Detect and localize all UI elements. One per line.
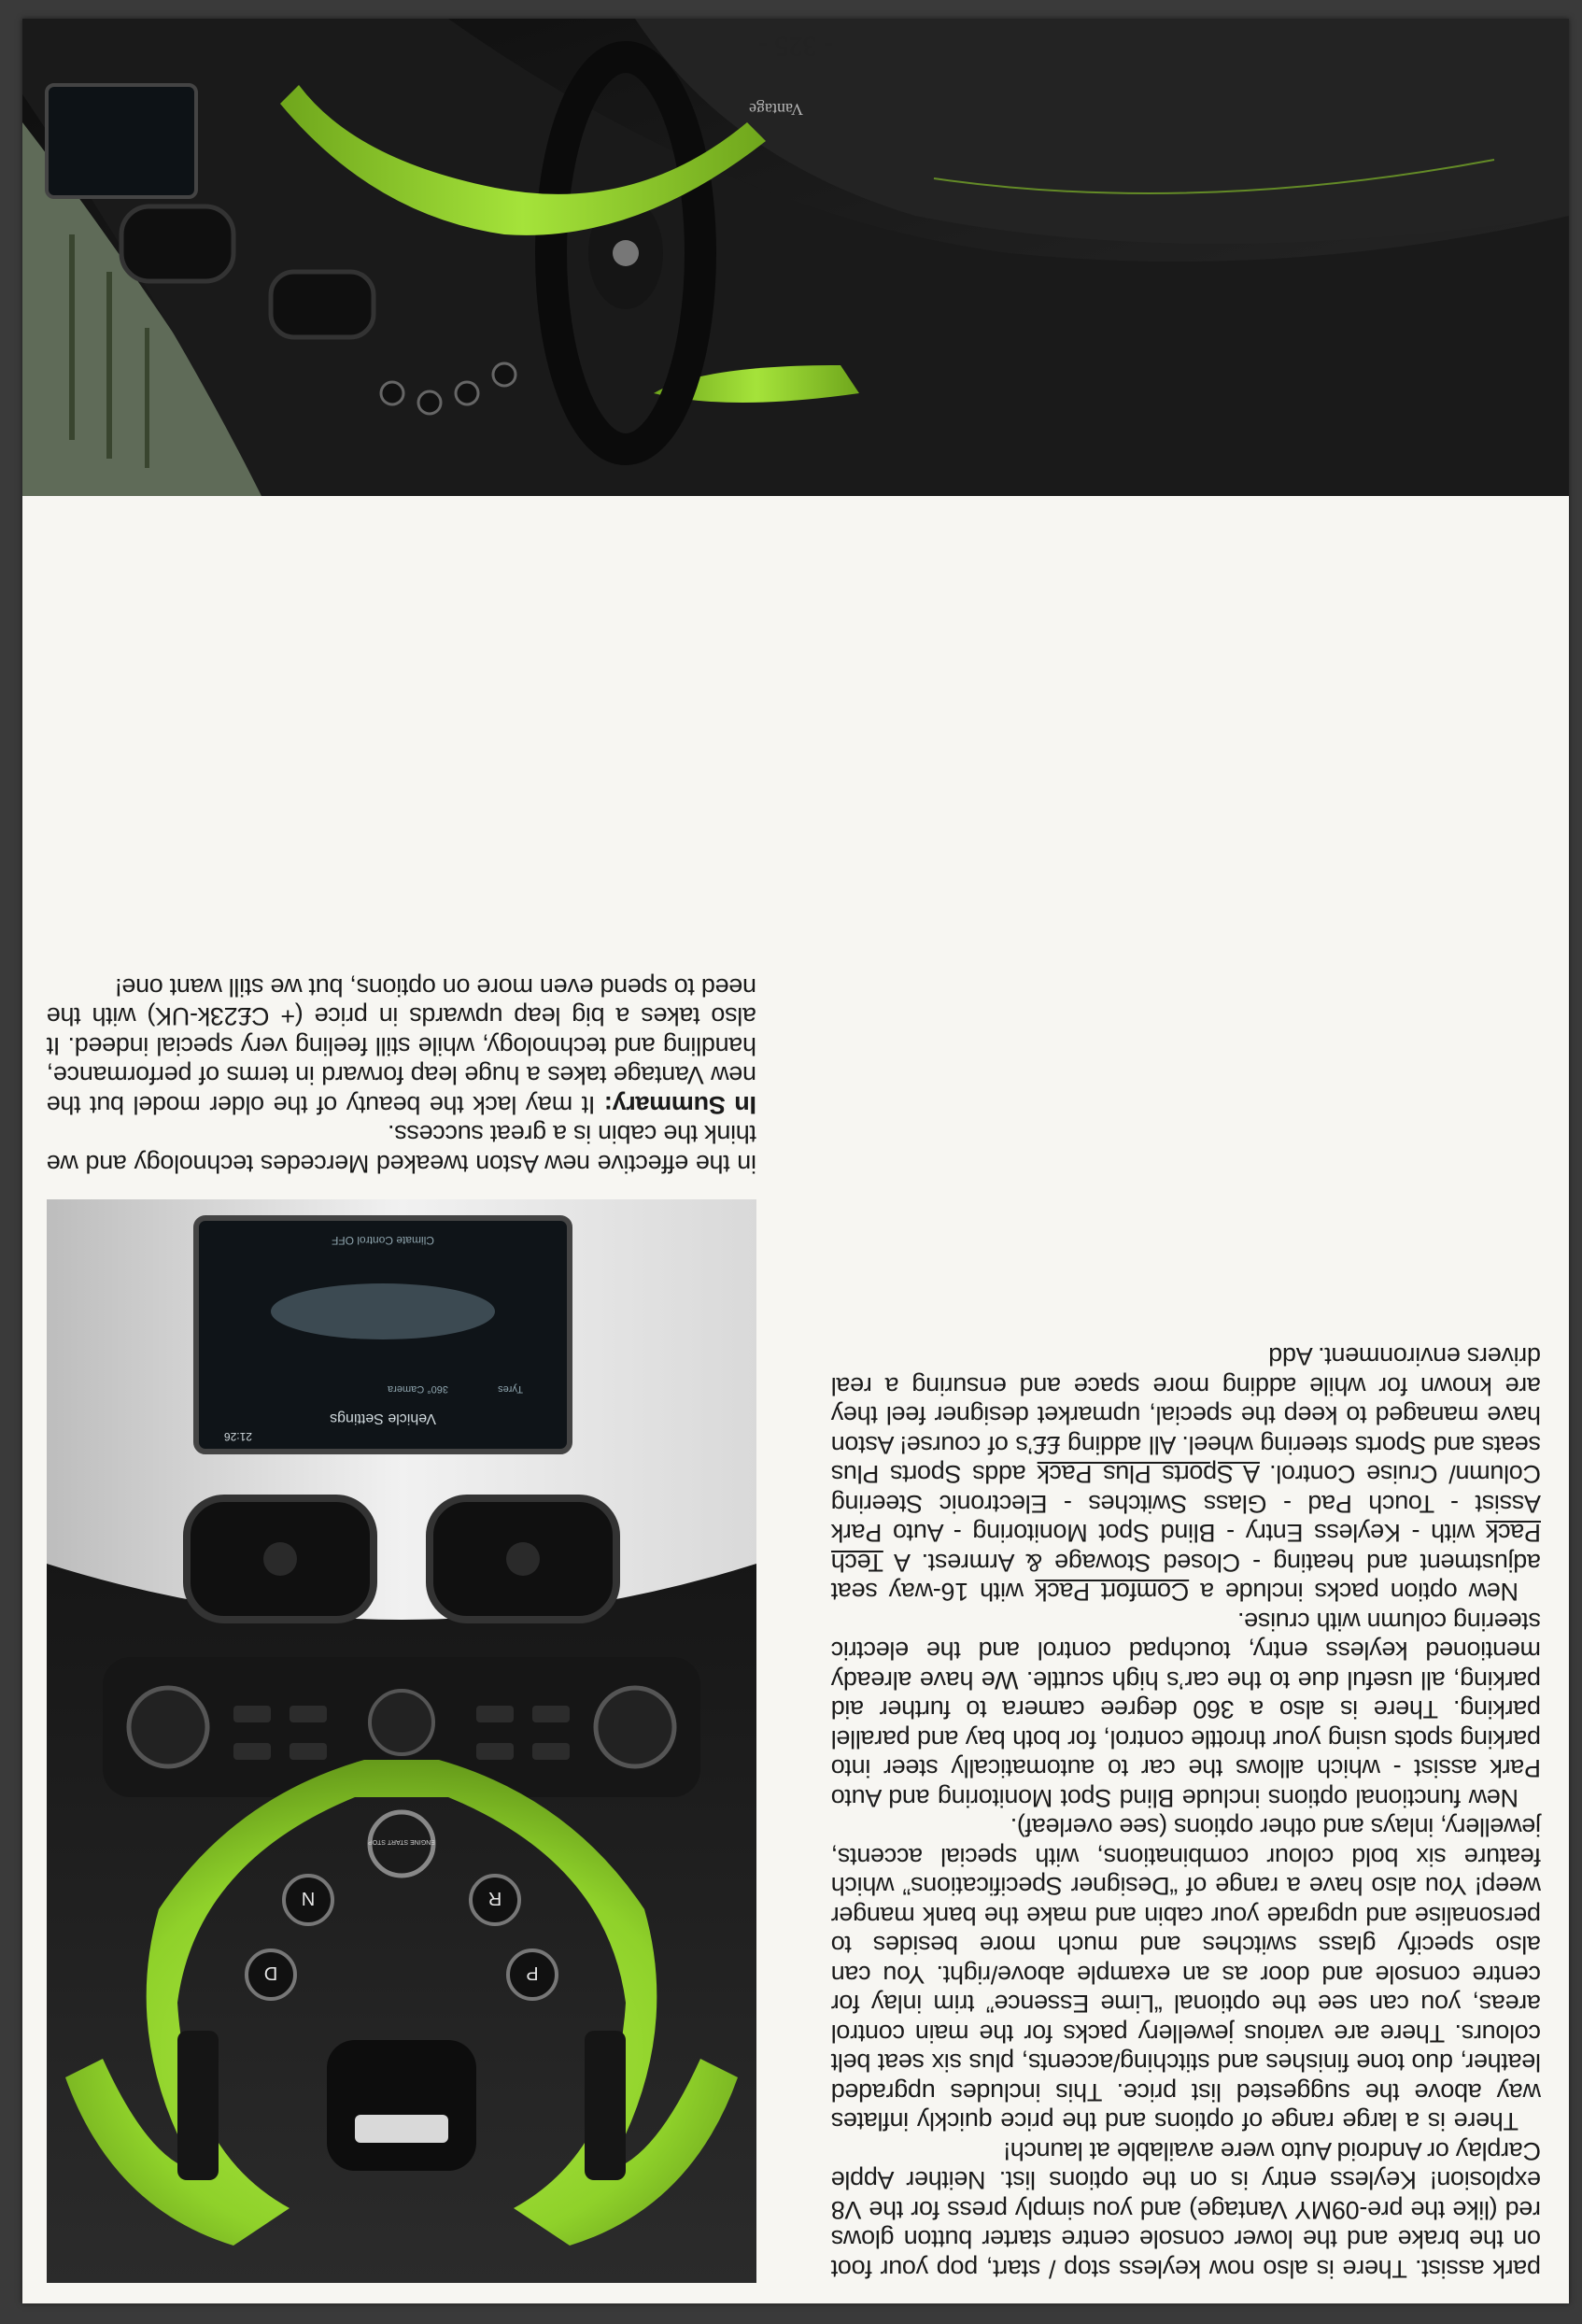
- right-text-column: [47, 972, 756, 1179]
- console-illustration: [47, 1199, 756, 2283]
- text-run: with 16-way seat adjustment and heating - Closed Stowage & Armrest. A: [831, 1549, 1541, 1607]
- magazine-page: [22, 19, 1569, 2303]
- screen-title: Vehicle Settings: [330, 1410, 436, 1426]
- drive-button-label: D: [263, 1963, 278, 1983]
- cabin-photo: [22, 19, 1569, 496]
- cabin-screen: [47, 85, 196, 197]
- console-photo: [47, 1199, 756, 2283]
- park-button-label: P: [526, 1963, 539, 1983]
- engine-start-button-label: ENGINE START STOP: [368, 1838, 435, 1845]
- comfort-pack-label: Comfort Pack: [1035, 1578, 1190, 1607]
- sports-plus-pack-label: A Sports Plus Pack: [1037, 1460, 1260, 1489]
- left-text-column: [831, 1341, 1541, 2283]
- paragraph: New functional options include Blind Spot Monitoring and Auto Park assist - which allows the car to automatically steer into parking spots using your throttle control, for both bay and parallel parking. There is also a 360 degree camera to further aid parking, all useful due to the car’s high scuttle. We have already mentioned keyless entry, touchpad control and the electric steering column with cruise.: [831, 1608, 1541, 1812]
- page-number: - 325 -: [758, 31, 833, 62]
- text-run: It may lack the beauty of the older model but the new Vantage takes a huge leap forward in terms of performance, handling and technology, while still feeling very special indeed. It also takes a big leap upwards in price (+ C£23k-UK) with the need to spend even more on options, but we still want one!: [47, 973, 756, 1119]
- seat-badge: Vantage: [749, 100, 803, 119]
- tech-pack-label: Tech Pack: [831, 1519, 1541, 1577]
- screen-tab: 360° Camera: [388, 1383, 448, 1395]
- text-run: adds Sports Plus seats and Sports steering wheel. All adding ££’s of course! Aston have managed to keep the special, upmarket designer feel they are known for while adding more space and ensuring a real drivers environment. Add: [831, 1342, 1541, 1489]
- text-run: with - Keyless Entry - Blind Spot Monitoring - Auto Park Assist - Touch Pad - Glass Switches - Electronic Steering Column/ Cruise Control.: [831, 1460, 1541, 1548]
- neutral-button-label: N: [301, 1888, 316, 1908]
- paragraph: There is a large range of options and the price quickly inflates way above the suggested list price. This includes upgraded leather, duo tone finishes and stitching/accents, plus six seat belt colours. There are various jewellery packs for the main control areas, you can see the optional “Lime Essence” trim inlay for centre console and door as an example above/right. You can also specify glass switches and much more besides to personalise and upgrade your cabin and make the bank manger weep! You also have a range of “Designer Specifications” which feature six bold colour combinations, with special accents, jewellery, inlays and other options (see overleaf).: [831, 1813, 1541, 2136]
- summary-label: In Summary:: [604, 1091, 756, 1119]
- text-run: New option packs include a: [1189, 1578, 1518, 1607]
- paragraph: park assist. There is also now keyless stop / start, pop your foot on the brake and the lower console centre starter button glows red (like the pre-09MY Vantage) and you simply press for the V8 explosion! Keyless entry is on the options list. Neither Apple Carplay or Android Auto were available at launch!: [831, 2137, 1541, 2283]
- paragraph: [47, 972, 756, 1120]
- reverse-button-label: R: [487, 1888, 502, 1908]
- screen-footer: Climate Control OFF: [331, 1234, 435, 1247]
- paragraph: in the effective new Aston tweaked Mercedes technology and we think the cabin is a great success.: [47, 1120, 756, 1178]
- cabin-illustration: [22, 19, 1569, 496]
- screen-time: 21:26: [224, 1430, 253, 1443]
- screen-tab: Tyres: [498, 1383, 523, 1395]
- paragraph: [831, 1341, 1541, 1607]
